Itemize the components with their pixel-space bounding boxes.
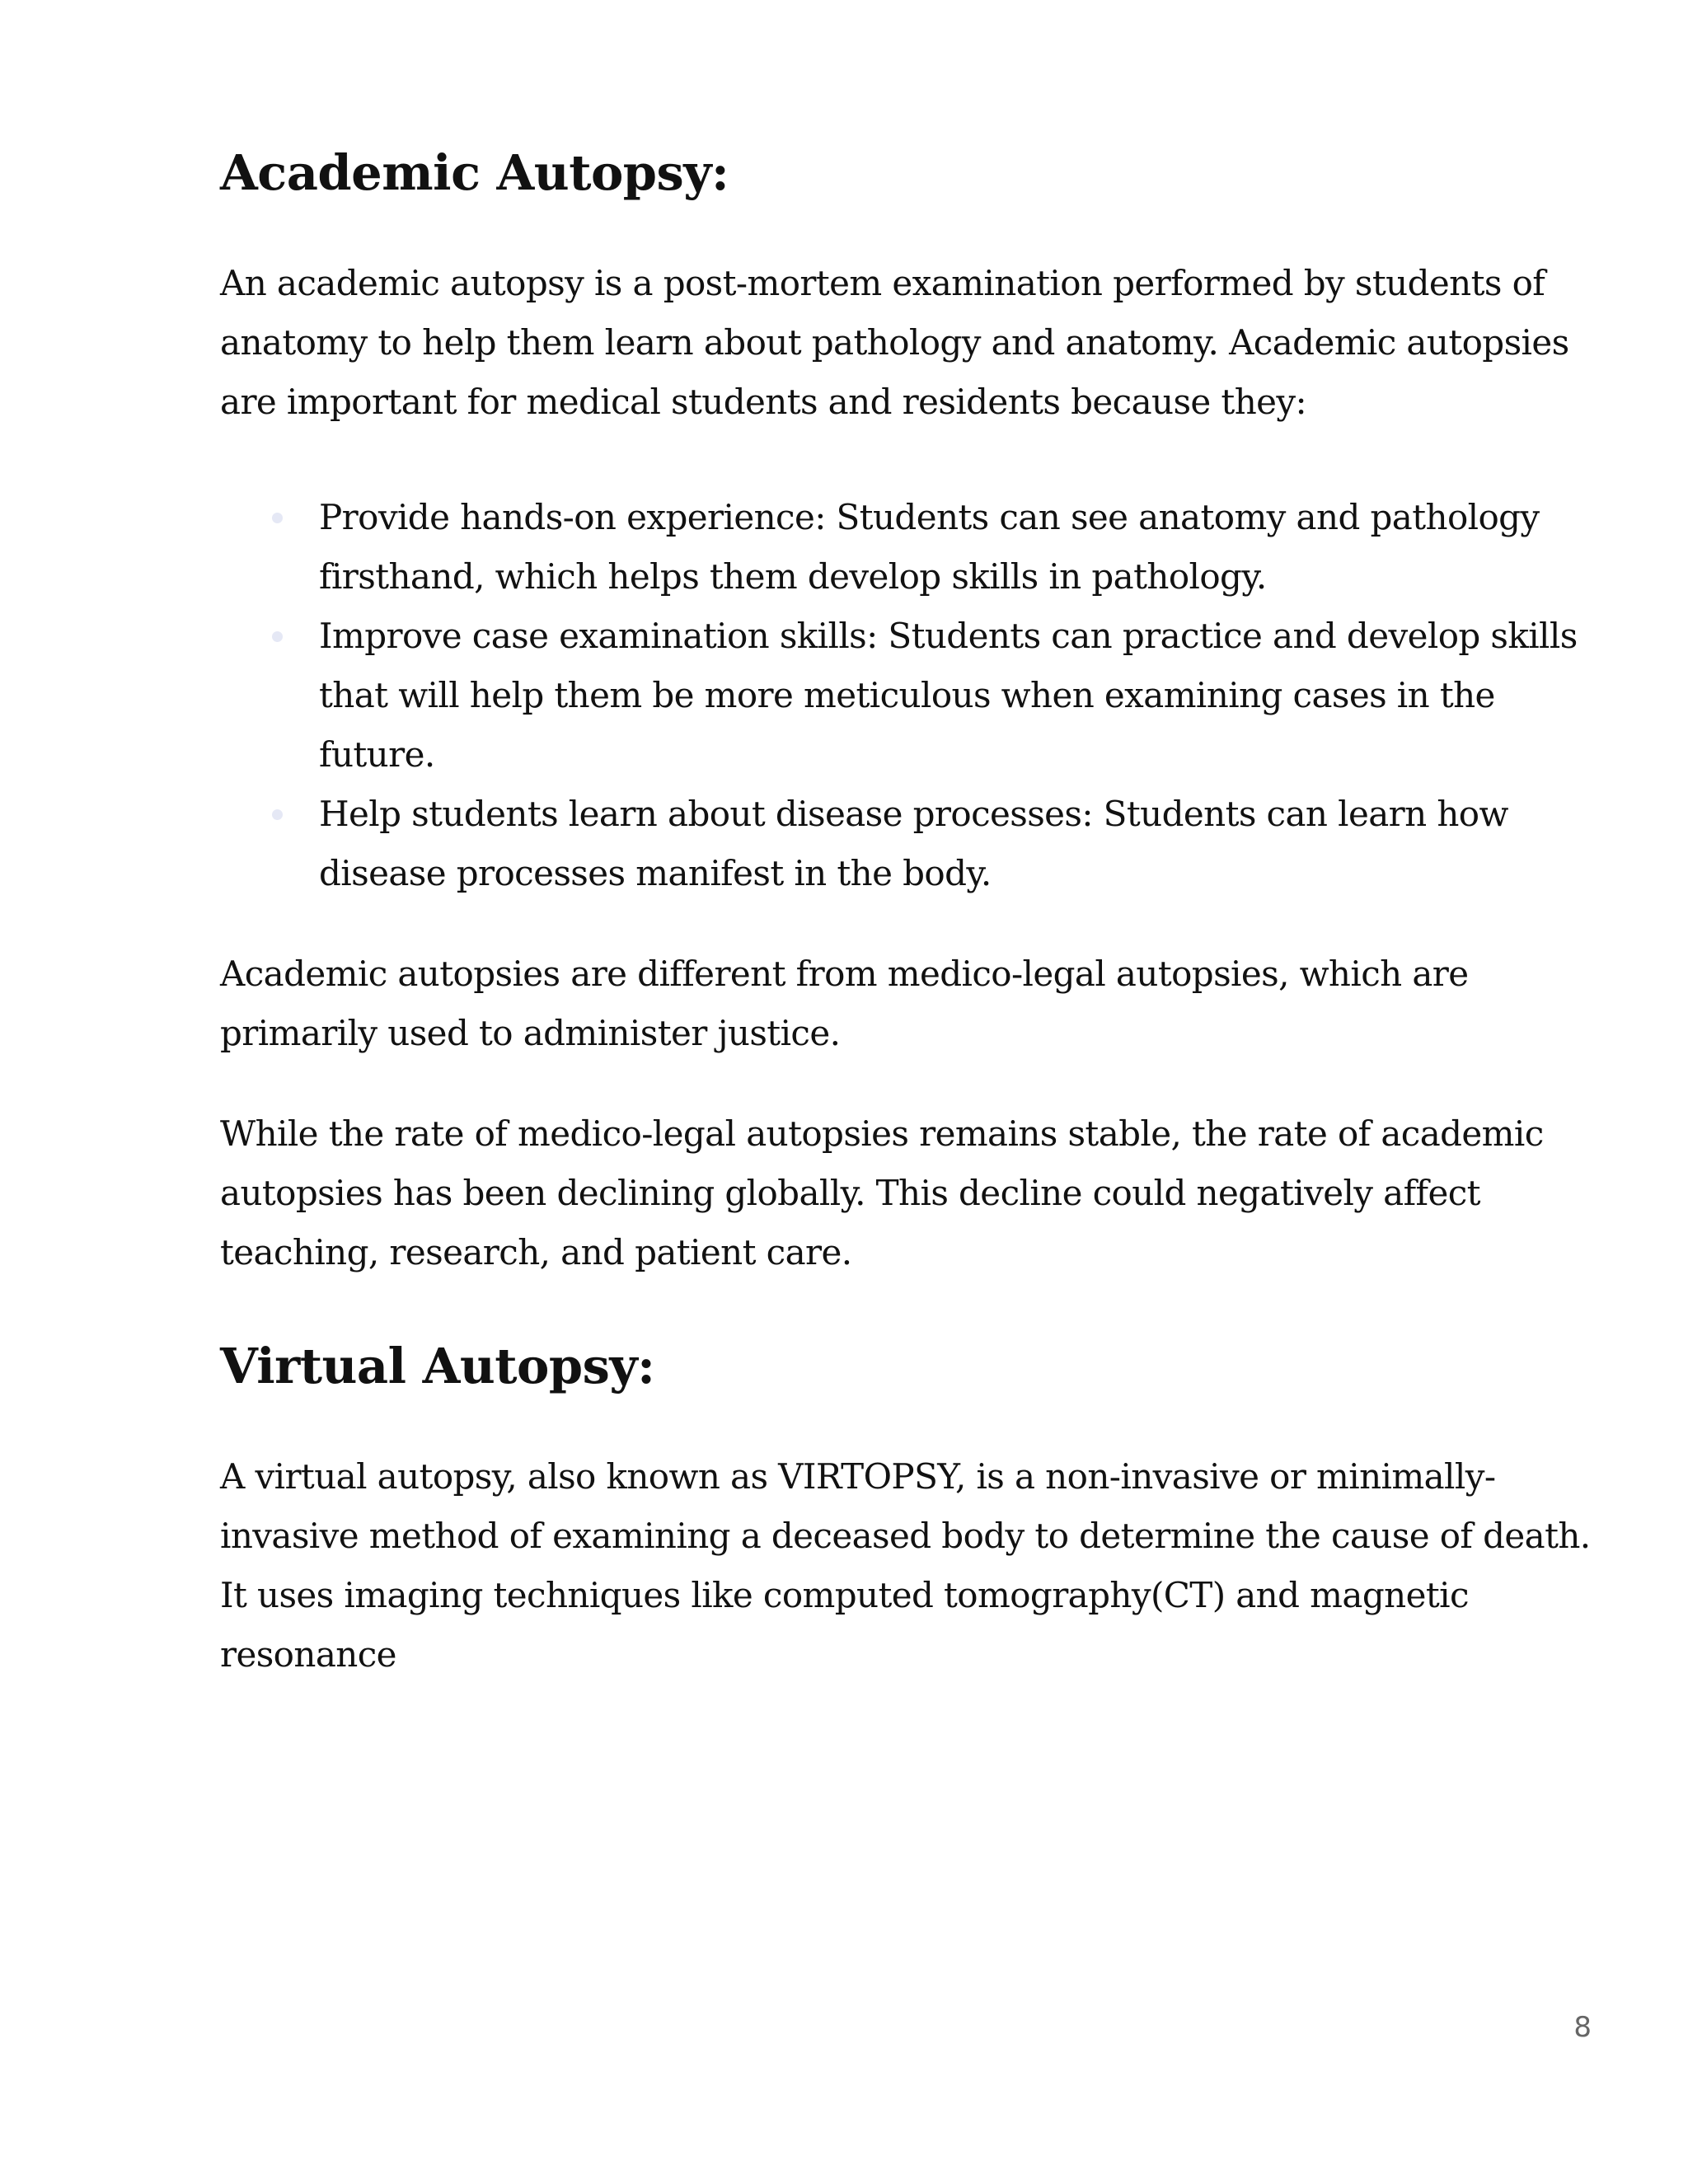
section-heading-academic-autopsy: Academic Autopsy:	[220, 144, 729, 201]
list-item	[319, 785, 1605, 903]
list-item-text: Provide hands-on experience: Students can see anatomy and pathology firsthand, which helps them develop skills in pathology.	[319, 497, 1540, 597]
academic-autopsy-intro: An academic autopsy is a post-mortem examination performed by students of anatomy to help them learn about pathology and anatomy. Academic autopsies are important for medical students and residents because they:	[220, 263, 1569, 422]
bullet-icon	[272, 809, 283, 820]
academic-autopsy-benefits-list	[220, 488, 1605, 903]
virtual-autopsy-intro: A virtual autopsy, also known as VIRTOPSY, is a non-invasive or minimally-invasive method of examining a deceased body to determine the cause of death. It uses imaging techniques like computed tomography(CT) and magnetic resonance	[220, 1456, 1591, 1675]
list-item	[319, 607, 1605, 785]
list-item	[319, 488, 1605, 607]
academic-vs-medicolegal-paragraph: Academic autopsies are different from medico-legal autopsies, which are primarily used to administer justice.	[220, 954, 1469, 1053]
autopsy-rate-paragraph: While the rate of medico-legal autopsies remains stable, the rate of academic autopsies has been declining globally. This decline could negatively affect teaching, research, and patient care.	[220, 1113, 1544, 1272]
page-content	[220, 132, 1605, 1685]
bullet-icon	[272, 631, 283, 642]
list-item-text: Improve case examination skills: Students can practice and develop skills that will help them be more meticulous when examining cases in the future.	[319, 616, 1578, 775]
page-number: 8	[1573, 2011, 1592, 2044]
list-item-text: Help students learn about disease processes: Students can learn how disease processes manifest in the body.	[319, 794, 1508, 893]
section-heading-virtual-autopsy: Virtual Autopsy:	[220, 1338, 655, 1394]
bullet-icon	[272, 513, 283, 523]
